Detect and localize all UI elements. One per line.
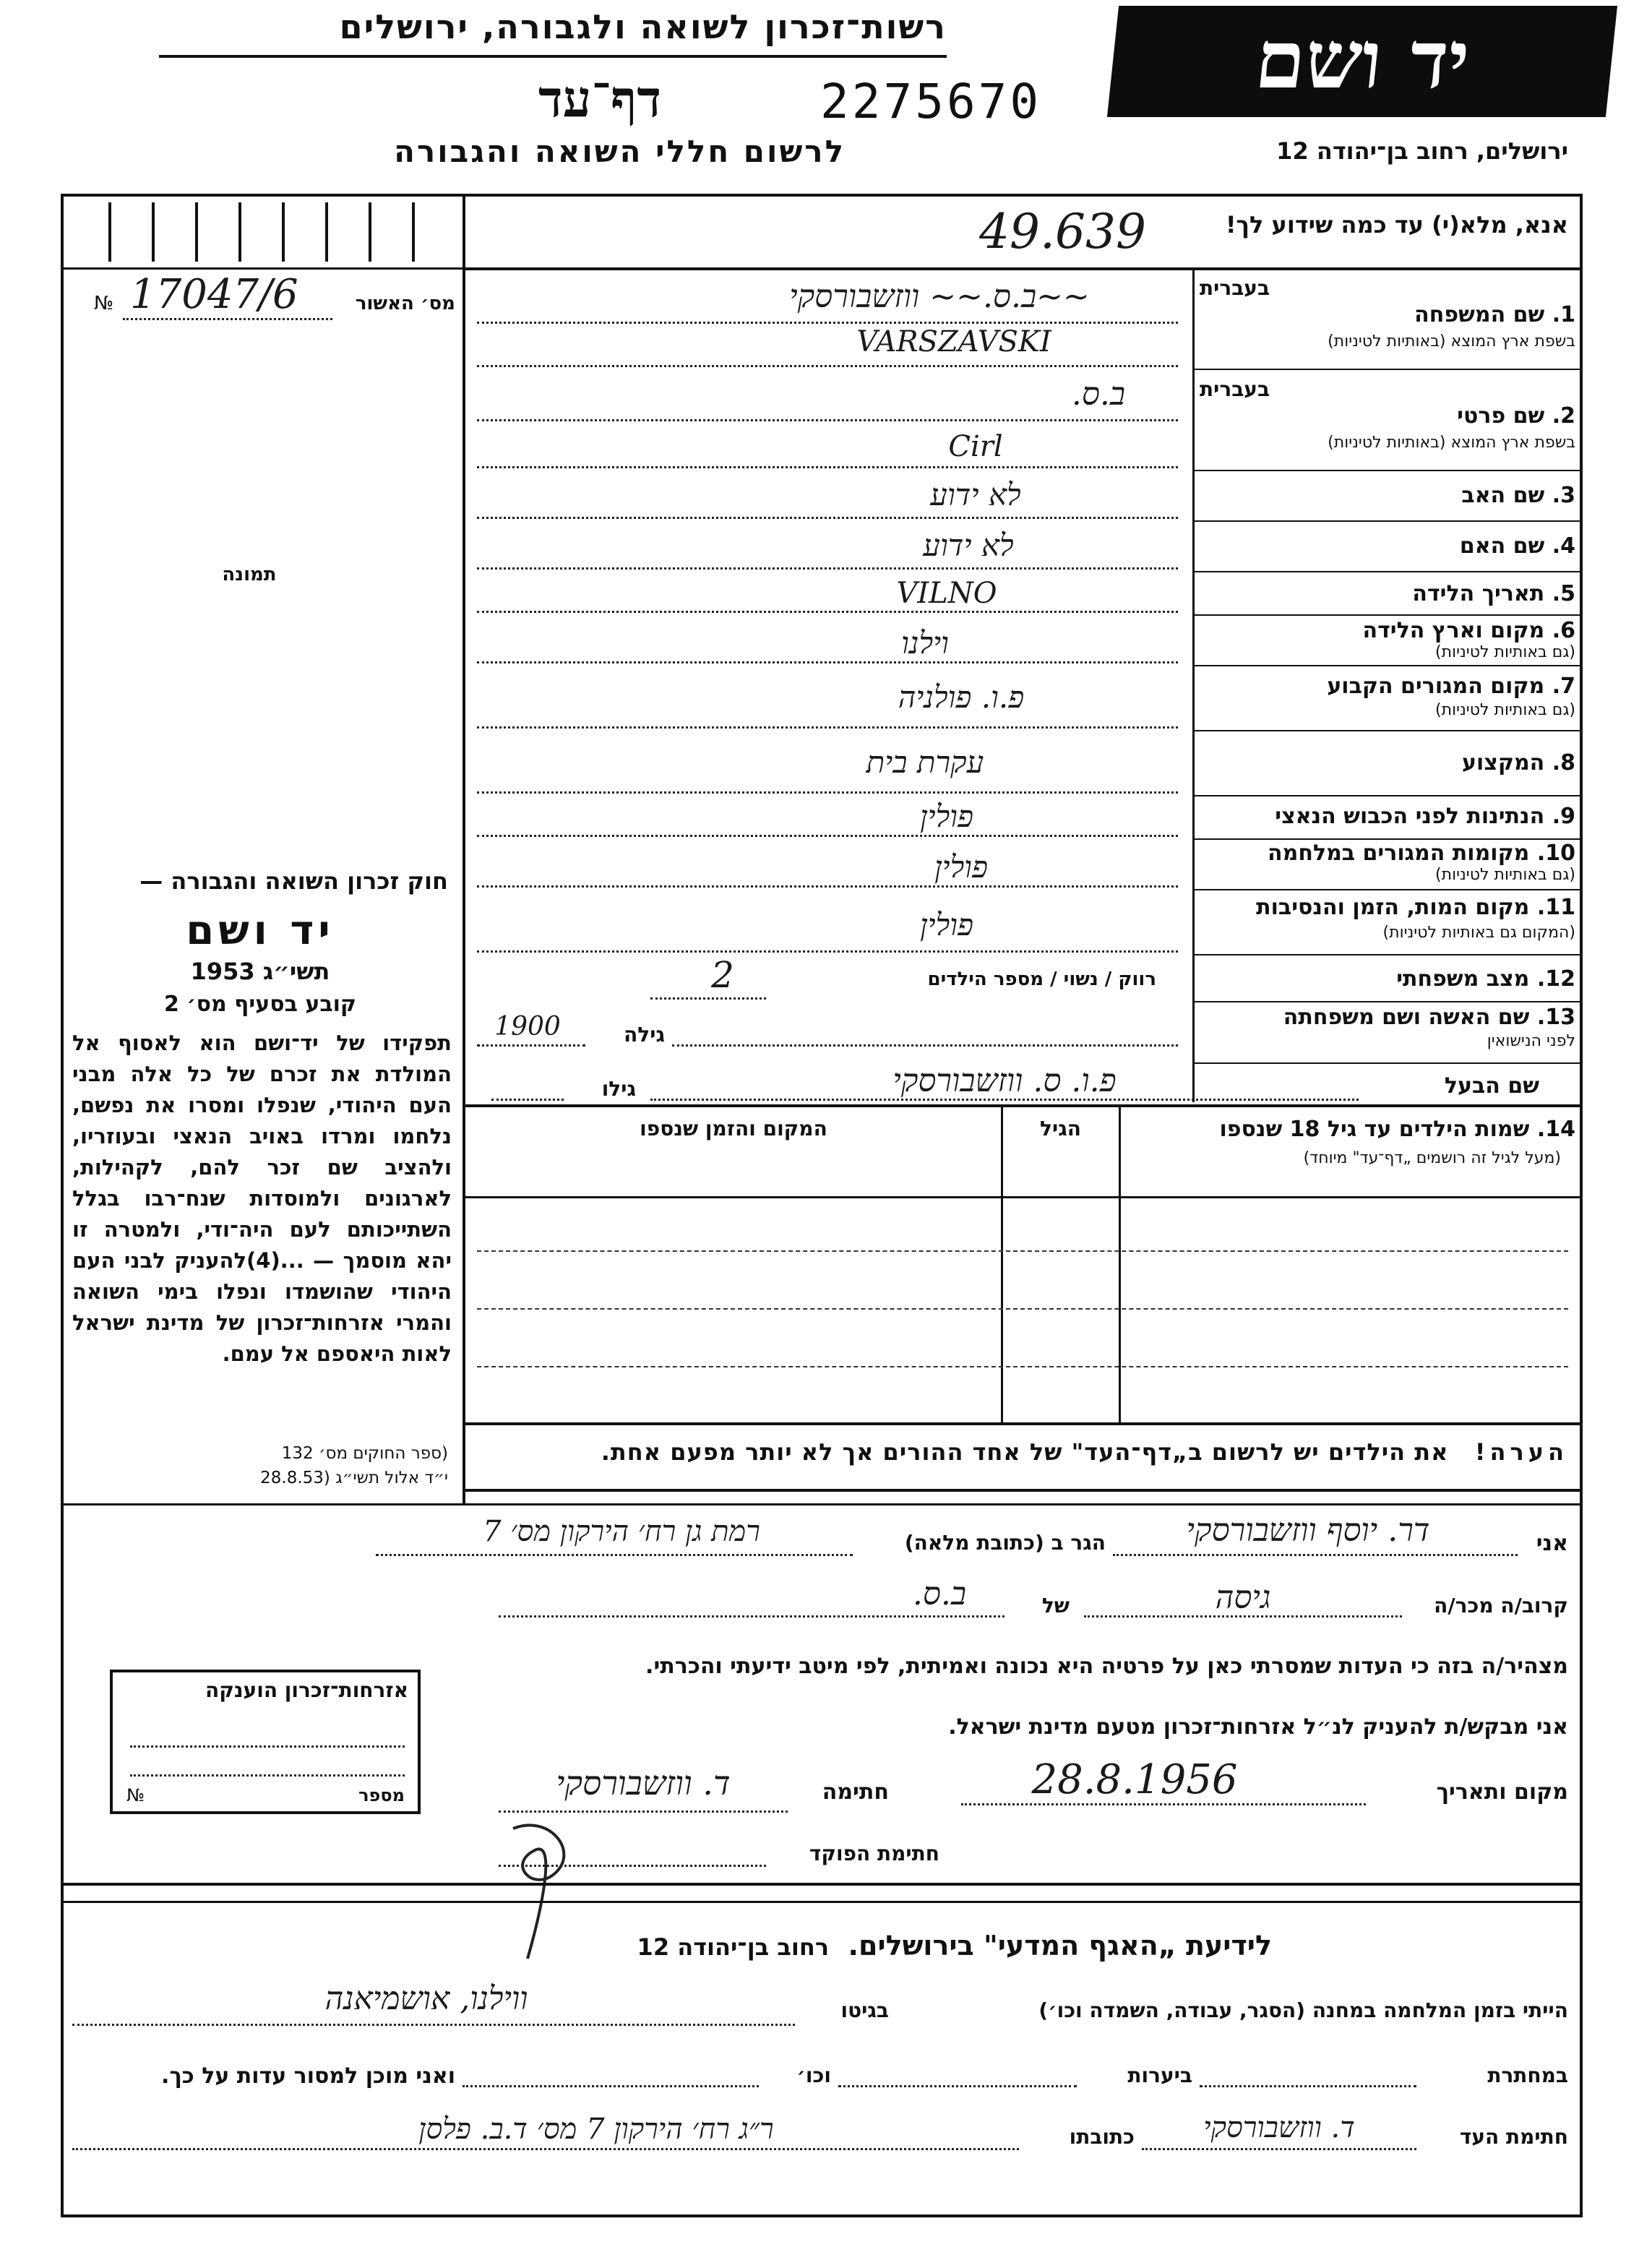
decl-of-value[interactable]: ב.ס. (912, 1576, 967, 1612)
citizenship-no-sign: № (126, 1785, 145, 1805)
request-text: אנא, מלא(י) עד כמה שידוע לך! (1225, 211, 1568, 239)
form-number: 2275670 (820, 74, 1042, 129)
handwritten-number: 49.639 (979, 204, 1146, 259)
field-13-age-value[interactable]: 1900 (494, 1012, 561, 1041)
decl-name[interactable]: דר. יוסף ווזשבורסקי (1186, 1512, 1430, 1549)
decl-signature[interactable]: ד. ווזשבורסקי (556, 1764, 731, 1803)
field-7-value[interactable]: פ.ו. פולניה (898, 679, 1025, 715)
husband-value[interactable]: פ.ו. ס. ווזשבורסקי (892, 1062, 1117, 1099)
field-2-hebrew-tag: בעברית (1200, 377, 1270, 401)
approval-number: 17047/6 (130, 271, 298, 318)
field-2-sub: בשפת ארץ המוצא (באותיות לטיניות) (1328, 434, 1575, 452)
yad-vashem-logo (1107, 6, 1617, 117)
field-1-hebrew-tag: בעברית (1200, 276, 1270, 300)
field-9-label: 9. הנתינות לפני הכבוש הנאצי (1275, 804, 1575, 829)
bottom-ghetto-label: בגיטו (840, 1998, 889, 2022)
logo-text: יד ושם (1251, 13, 1474, 106)
field-13-sub: לפני הנישואין (1487, 1032, 1575, 1050)
field-3-label: 3. שם האב (1461, 483, 1575, 508)
bottom-ghetto-value[interactable]: ווילנו, אושמיאנה (324, 1980, 528, 2017)
field-4-value[interactable]: לא ידוע (923, 528, 1014, 563)
form-purpose: לרשום חללי השואה והגבורה (394, 134, 846, 169)
decl-place-date-label: מקום ותאריך (1436, 1779, 1568, 1805)
law-logo: יד ושם (186, 907, 335, 954)
citizenship-title: אזרחות־זכרון הוענקה (205, 1678, 408, 1702)
field-2-label: 2. שם פרטי (1457, 403, 1575, 429)
bottom-title: לידיעת „האגף המדעי" בירושלים. רחוב בן־יהודה 12 (637, 1930, 1272, 1962)
decl-address[interactable]: רמת גן רח׳ הירקון מס׳ 7 (483, 1515, 760, 1548)
field-9-value[interactable]: פולין (919, 799, 974, 834)
field-1-value[interactable]: ~~ב.ס.~~ ווזשבורסקי (789, 278, 1090, 315)
field-11-label: 11. מקום המות, הזמן והנסיבות (1256, 895, 1575, 920)
field-2-value-latin[interactable]: Cirl (948, 430, 1003, 463)
husband-age-label: גילו (601, 1077, 636, 1101)
decl-ani: אני (1536, 1531, 1568, 1556)
field-1-value-latin[interactable]: VARSZAVSKI (856, 325, 1051, 358)
children-col-place: המקום והזמן שנספו (640, 1117, 827, 1141)
decl-relative-label: קרוב/ה מכר/ה (1434, 1594, 1568, 1618)
tick-marks (101, 202, 441, 262)
field-10-value[interactable]: פולין (934, 849, 989, 885)
field-10-sub: (גם באותיות לטיניות) (1435, 866, 1575, 884)
decl-request: אני מבקש/ת להעניק לנ״ל אזרחות־זכרון מטעם מדינת ישראל. (948, 1714, 1568, 1740)
bottom-witness-value[interactable]: ד. ווזשבורסקי (1203, 2111, 1355, 2144)
header-address: ירושלים, רחוב בן־יהודה 12 (1276, 137, 1568, 165)
law-year: תשי״ג 1953 (190, 958, 330, 985)
bottom-witness-address[interactable]: ר״ג רח׳ הירקון 7 מס׳ ד.ב. פלסן (418, 2113, 774, 2146)
law-body: תפקידו של יד־ושם הוא לאסוף אל המולדת את זכרם של כל אלה מבני העם היהודי, שנפלו ומסרו את נפשם, נלחמו ומרדו באויב הנאצי ובעוזריו, ולהציב שם זכר להם, לקהילות, לארגונים ולמוסדות שנח־רבו בגלל השתייכותם לעם היה־ודי, ולמטרה זו יהא מוסמך — ...(4)להעניק לבני העם היהודי שהושמדו ונפלו בימי השואה והמרי אזרחות־זכרון של מדינת ישראל לאות היאספם אל עמם. (72, 1031, 452, 1366)
bottom-witness-label: חתימת העד (1459, 2125, 1568, 2149)
bottom-underground-label: במחתרת (1487, 2063, 1568, 2087)
field-12-label: 12. מצב משפחתי (1396, 966, 1575, 992)
field-12-options: רווק / נשוי / מספר הילדים (927, 968, 1156, 990)
bottom-ready-label: ואני מוכן למסור עדות על כך. (161, 2063, 455, 2089)
field-6-sub: (גם באותיות לטיניות) (1435, 643, 1575, 661)
decl-relation[interactable]: גיסה (1215, 1579, 1271, 1616)
decl-signature-label: חתימה (822, 1779, 889, 1805)
field-4-label: 4. שם האם (1459, 533, 1575, 559)
field-13-label: 13. שם האשה ושם משפחתה (1283, 1005, 1575, 1030)
field-6-label: 6. מקום וארץ הלידה (1362, 618, 1575, 643)
field-13-age-label: גילה (624, 1023, 665, 1047)
bottom-camp-line: הייתי בזמן המלחמה במחנה (הסגר, עבודה, השמדה וכו׳) (1038, 1998, 1568, 2022)
bottom-etc-label: וכו׳ (796, 2063, 831, 2087)
law-title: חוק זכרון השואה והגבורה — (139, 867, 448, 895)
law-clause: קובע בסעיף מס׳ 2 (163, 992, 357, 1017)
form-title: דף־עד (538, 69, 661, 129)
field-11-value[interactable]: פולין (919, 907, 974, 942)
photo-label: תמונה (222, 564, 277, 585)
field-3-value[interactable]: לא ידוע (930, 477, 1021, 512)
field-7-sub: (גם באותיות לטיניות) (1435, 701, 1575, 719)
law-ref-1: (ספר החוקים מס׳ 132 (281, 1444, 448, 1463)
note-text: הערה! את הילדים יש לרשום ב„דף־העד" של אחד ההורים אך לא יותר מפעם אחת. (601, 1438, 1568, 1466)
field-8-label: 8. המקצוע (1461, 750, 1575, 776)
field-1-label: 1. שם המשפחה (1414, 302, 1575, 327)
decl-date[interactable]: 28.8.1956 (1031, 1756, 1238, 1803)
approval-label: מס׳ האשור (355, 293, 455, 314)
decl-of-label: של (1041, 1594, 1070, 1618)
bottom-address-label: כתובתו (1069, 2125, 1135, 2149)
field-5-label: 5. תאריך הלידה (1412, 581, 1575, 606)
field-1-sub: בשפת ארץ המוצא (באותיות לטיניות) (1328, 332, 1575, 351)
husband-label: שם הבעל (1444, 1073, 1539, 1099)
children-label: 14. שמות הילדים עד גיל 18 שנספו (1219, 1117, 1575, 1142)
approval-no-sign: № (94, 293, 114, 314)
field-5-value[interactable]: VILNO (896, 577, 997, 610)
field-2-value[interactable]: ב.ס. (1071, 376, 1126, 413)
law-ref-2: י״ד אלול תשי״ג (28.8.53 (260, 1469, 448, 1487)
field-12-children-count[interactable]: 2 (711, 954, 734, 996)
citizenship-no-label: מספר (358, 1785, 405, 1805)
decl-statement: מצהיר/ה בזה כי העדות שמסרתי כאן על פרטיה היא נכונה ואמיתית, לפי מיטב ידיעתי והכרתי. (645, 1654, 1568, 1679)
decl-resides: הגר ב (כתובת מלאה) (904, 1531, 1106, 1555)
field-10-label: 10. מקומות המגורים במלחמה (1268, 841, 1575, 866)
org-name: רשות־זכרון לשואה ולגבורה, ירושלים (339, 7, 947, 46)
field-8-value[interactable]: עקרת בית (866, 744, 984, 780)
field-7-label: 7. מקום המגורים הקבוע (1327, 674, 1575, 699)
decl-officer-label: חתימת הפוקד (809, 1842, 939, 1865)
field-6-value[interactable]: וילנו (901, 625, 949, 661)
children-sub: (מעל לגיל זה רושמים „דף־עד" מיוחד) (1303, 1149, 1561, 1167)
children-col-age: הגיל (1040, 1117, 1081, 1141)
bottom-forests-label: ביערות (1127, 2063, 1192, 2087)
field-11-sub: (המקום גם באותיות לטיניות) (1382, 924, 1575, 942)
